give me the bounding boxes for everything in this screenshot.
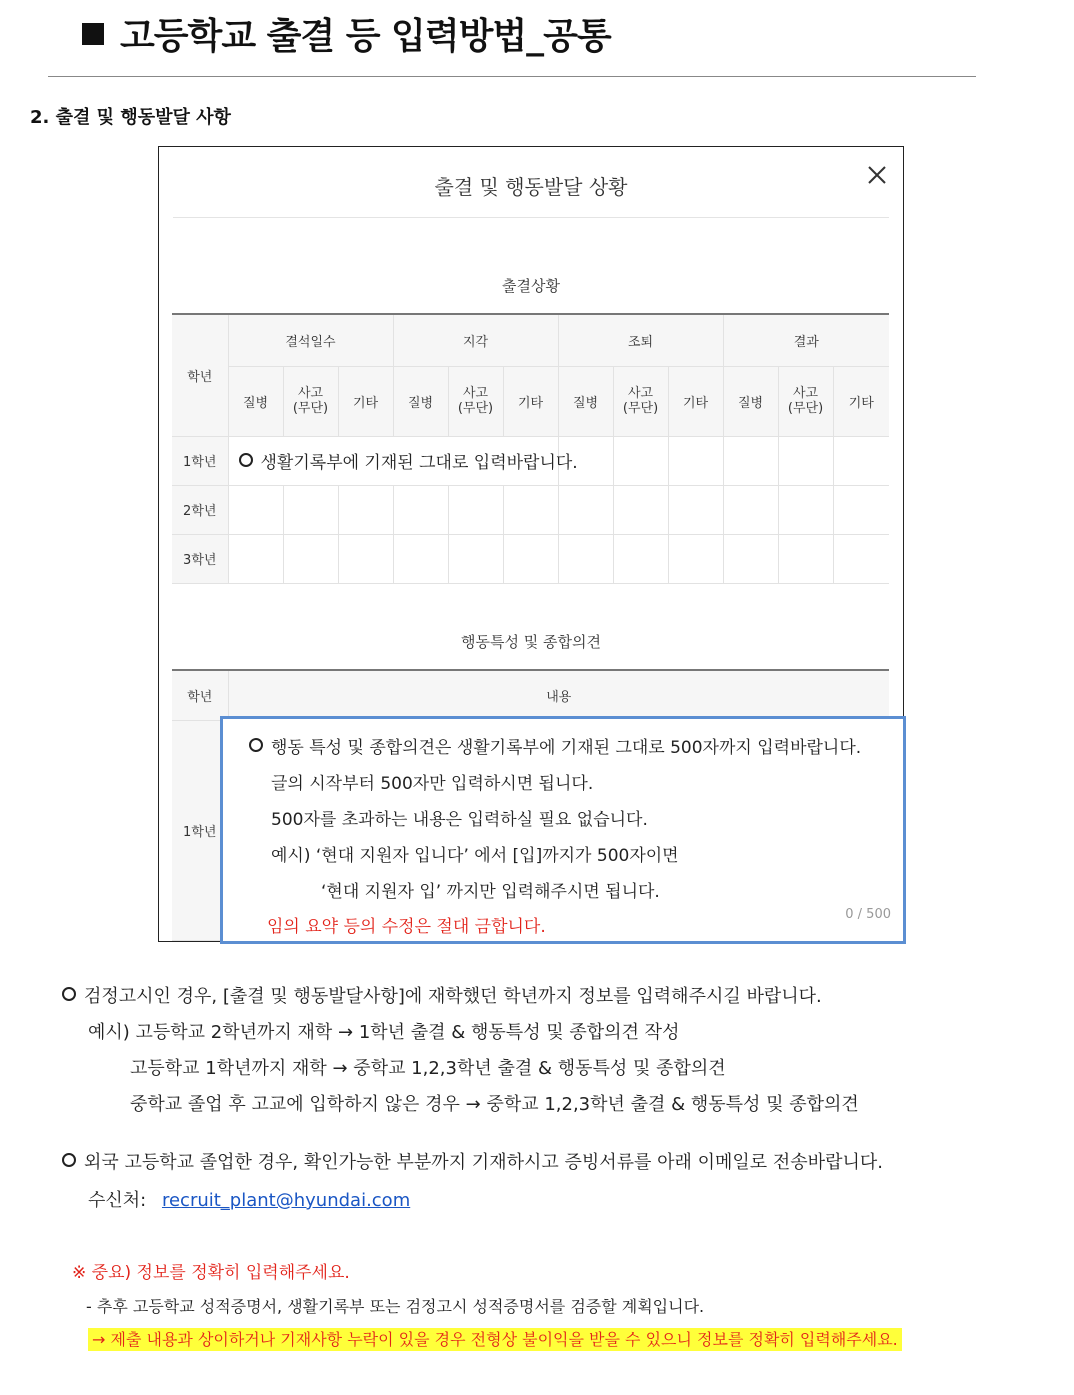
- attendance-cell[interactable]: [613, 436, 668, 485]
- group-header-tardy: 지각: [393, 314, 558, 366]
- subcol-unexcused: 사고 (무단): [613, 366, 668, 436]
- attendance-cell[interactable]: [228, 485, 283, 534]
- behavior-note-line-1: [249, 733, 861, 758]
- subcol-unexcused: 사고 (무단): [283, 366, 338, 436]
- subcolumn-header-row: [172, 366, 889, 436]
- behavior-note-line-3: 500자를 초과하는 내용은 입력하실 필요 없습니다.: [271, 810, 648, 830]
- page-title-text: 고등학교 출결 등 입력방법_공통: [120, 16, 611, 57]
- row-label-grade-2: 2학년: [172, 485, 228, 534]
- behavior-row-label: 1학년: [172, 720, 228, 940]
- attendance-cell[interactable]: [393, 485, 448, 534]
- attendance-cell[interactable]: [448, 534, 503, 583]
- attendance-cell[interactable]: [833, 485, 889, 534]
- behavior-note-line-5: ‘현대 지원자 입’ 까지만 입력해주시면 됩니다.: [321, 882, 660, 902]
- ged-note-line-2: 예시) 고등학교 2학년까지 재학 → 1학년 출결 & 행동특성 및 종합의견 작성: [88, 1022, 680, 1043]
- subcol-illness: 질병: [393, 366, 448, 436]
- table-row: [172, 436, 889, 485]
- attendance-section-title: 출결상황: [502, 277, 560, 295]
- title-divider: [48, 76, 976, 77]
- attendance-cell[interactable]: [778, 436, 833, 485]
- attendance-cell[interactable]: [723, 436, 778, 485]
- behavior-section-title: 행동특성 및 종합의견: [461, 633, 601, 651]
- group-header-early-leave: 조퇴: [558, 314, 723, 366]
- subcol-illness: 질병: [558, 366, 613, 436]
- attendance-cell[interactable]: [503, 485, 558, 534]
- attendance-cell[interactable]: [338, 534, 393, 583]
- verification-note: - 추후 고등학교 성적증명서, 생활기록부 또는 검정고시 성적증명서를 검증할 계획입니다.: [86, 1297, 705, 1316]
- behavior-content-header: 내용: [228, 670, 889, 720]
- attendance-cell[interactable]: [668, 534, 723, 583]
- attendance-cell[interactable]: [778, 485, 833, 534]
- attendance-cell[interactable]: [558, 485, 613, 534]
- circle-bullet-icon: [62, 1153, 76, 1167]
- attendance-table: [172, 313, 889, 584]
- attendance-cell[interactable]: [448, 485, 503, 534]
- behavior-grade-header: 학년: [172, 670, 228, 720]
- email-link[interactable]: recruit_plant@hyundai.com: [161, 1190, 411, 1211]
- attendance-input-note[interactable]: [228, 436, 578, 485]
- attendance-cell[interactable]: [503, 534, 558, 583]
- ged-note-text: 검정고시인 경우, [출결 및 행동발달사항]에 재학했던 학년까지 정보를 입력해주시길 바랍니다.: [84, 986, 822, 1007]
- recipient-line: [88, 1186, 410, 1212]
- attendance-cell[interactable]: [613, 485, 668, 534]
- subcol-unexcused: 사고 (무단): [778, 366, 833, 436]
- subcol-other: 기타: [338, 366, 393, 436]
- circle-bullet-icon: [249, 738, 263, 752]
- attendance-cell[interactable]: [723, 534, 778, 583]
- attendance-cell[interactable]: [778, 534, 833, 583]
- attendance-cell[interactable]: [338, 485, 393, 534]
- important-notice: ※ 중요) 정보를 정확히 입력해주세요.: [72, 1263, 350, 1283]
- attendance-cell[interactable]: [723, 485, 778, 534]
- attendance-cell[interactable]: [833, 436, 889, 485]
- recipient-label: 수신처:: [88, 1190, 147, 1211]
- subcol-illness: 질병: [228, 366, 283, 436]
- ged-note-line-1: [62, 982, 822, 1008]
- attendance-cell[interactable]: [283, 485, 338, 534]
- behavior-input-highlight[interactable]: [220, 716, 906, 944]
- behavior-note-line-4: 예시) ‘현대 지원자 입니다’ 에서 [입]까지가 500자이면: [271, 846, 679, 866]
- table-row: [172, 485, 889, 534]
- subcol-other: 기타: [833, 366, 889, 436]
- foreign-note-text: 외국 고등학교 졸업한 경우, 확인가능한 부분까지 기재하시고 증빙서류를 아래 이메일로 전송바랍니다.: [84, 1152, 883, 1173]
- close-icon[interactable]: [865, 163, 889, 187]
- subcol-other: 기타: [503, 366, 558, 436]
- dialog-divider: [173, 217, 889, 218]
- section-heading: 2. 출결 및 행동발달 사항: [30, 107, 231, 128]
- attendance-cell[interactable]: [833, 534, 889, 583]
- char-counter: 0 / 500: [845, 907, 891, 922]
- attendance-cell[interactable]: [283, 534, 338, 583]
- circle-bullet-icon: [239, 453, 253, 467]
- attendance-cell[interactable]: [558, 534, 613, 583]
- page-title: [82, 8, 611, 59]
- attendance-cell[interactable]: [228, 534, 283, 583]
- row-label-grade-3: 3학년: [172, 534, 228, 583]
- behavior-warning: 임의 요약 등의 수정은 절대 금합니다.: [267, 917, 546, 937]
- penalty-warning: [88, 1327, 902, 1350]
- attendance-note-text: 생활기록부에 기재된 그대로 입력바랍니다.: [260, 453, 578, 473]
- ged-note-line-3: 고등학교 1학년까지 재학 → 중학교 1,2,3학년 출결 & 행동특성 및 종합의견: [130, 1058, 726, 1079]
- dialog-title: 출결 및 행동발달 상황: [434, 175, 628, 199]
- attendance-cell[interactable]: [668, 436, 723, 485]
- penalty-warning-text: → 제출 내용과 상이하거나 기재사항 누락이 있을 경우 전형상 불이익을 받을 수 있으니 정보를 정확히 입력해주세요.: [88, 1328, 902, 1351]
- foreign-note-line: [62, 1148, 883, 1174]
- attendance-cell[interactable]: [668, 485, 723, 534]
- subcol-other: 기타: [668, 366, 723, 436]
- attendance-cell[interactable]: [613, 534, 668, 583]
- subcol-illness: 질병: [723, 366, 778, 436]
- title-square-icon: [82, 23, 104, 45]
- attendance-cell[interactable]: [393, 534, 448, 583]
- group-header-absence: 결석일수: [228, 314, 393, 366]
- circle-bullet-icon: [62, 987, 76, 1001]
- table-row: [172, 534, 889, 583]
- ged-note-line-4: 중학교 졸업 후 고교에 입학하지 않은 경우 → 중학교 1,2,3학년 출결 & 행동특성 및 종합의견: [130, 1094, 859, 1115]
- group-header-missed-class: 결과: [723, 314, 889, 366]
- subcol-unexcused: 사고 (무단): [448, 366, 503, 436]
- grade-header: 학년: [172, 314, 228, 436]
- behavior-note-text: 행동 특성 및 종합의견은 생활기록부에 기재된 그대로 500자까지 입력바랍니다.: [271, 738, 862, 758]
- behavior-note-line-2: 글의 시작부터 500자만 입력하시면 됩니다.: [271, 774, 594, 794]
- row-label-grade-1: 1학년: [172, 436, 228, 485]
